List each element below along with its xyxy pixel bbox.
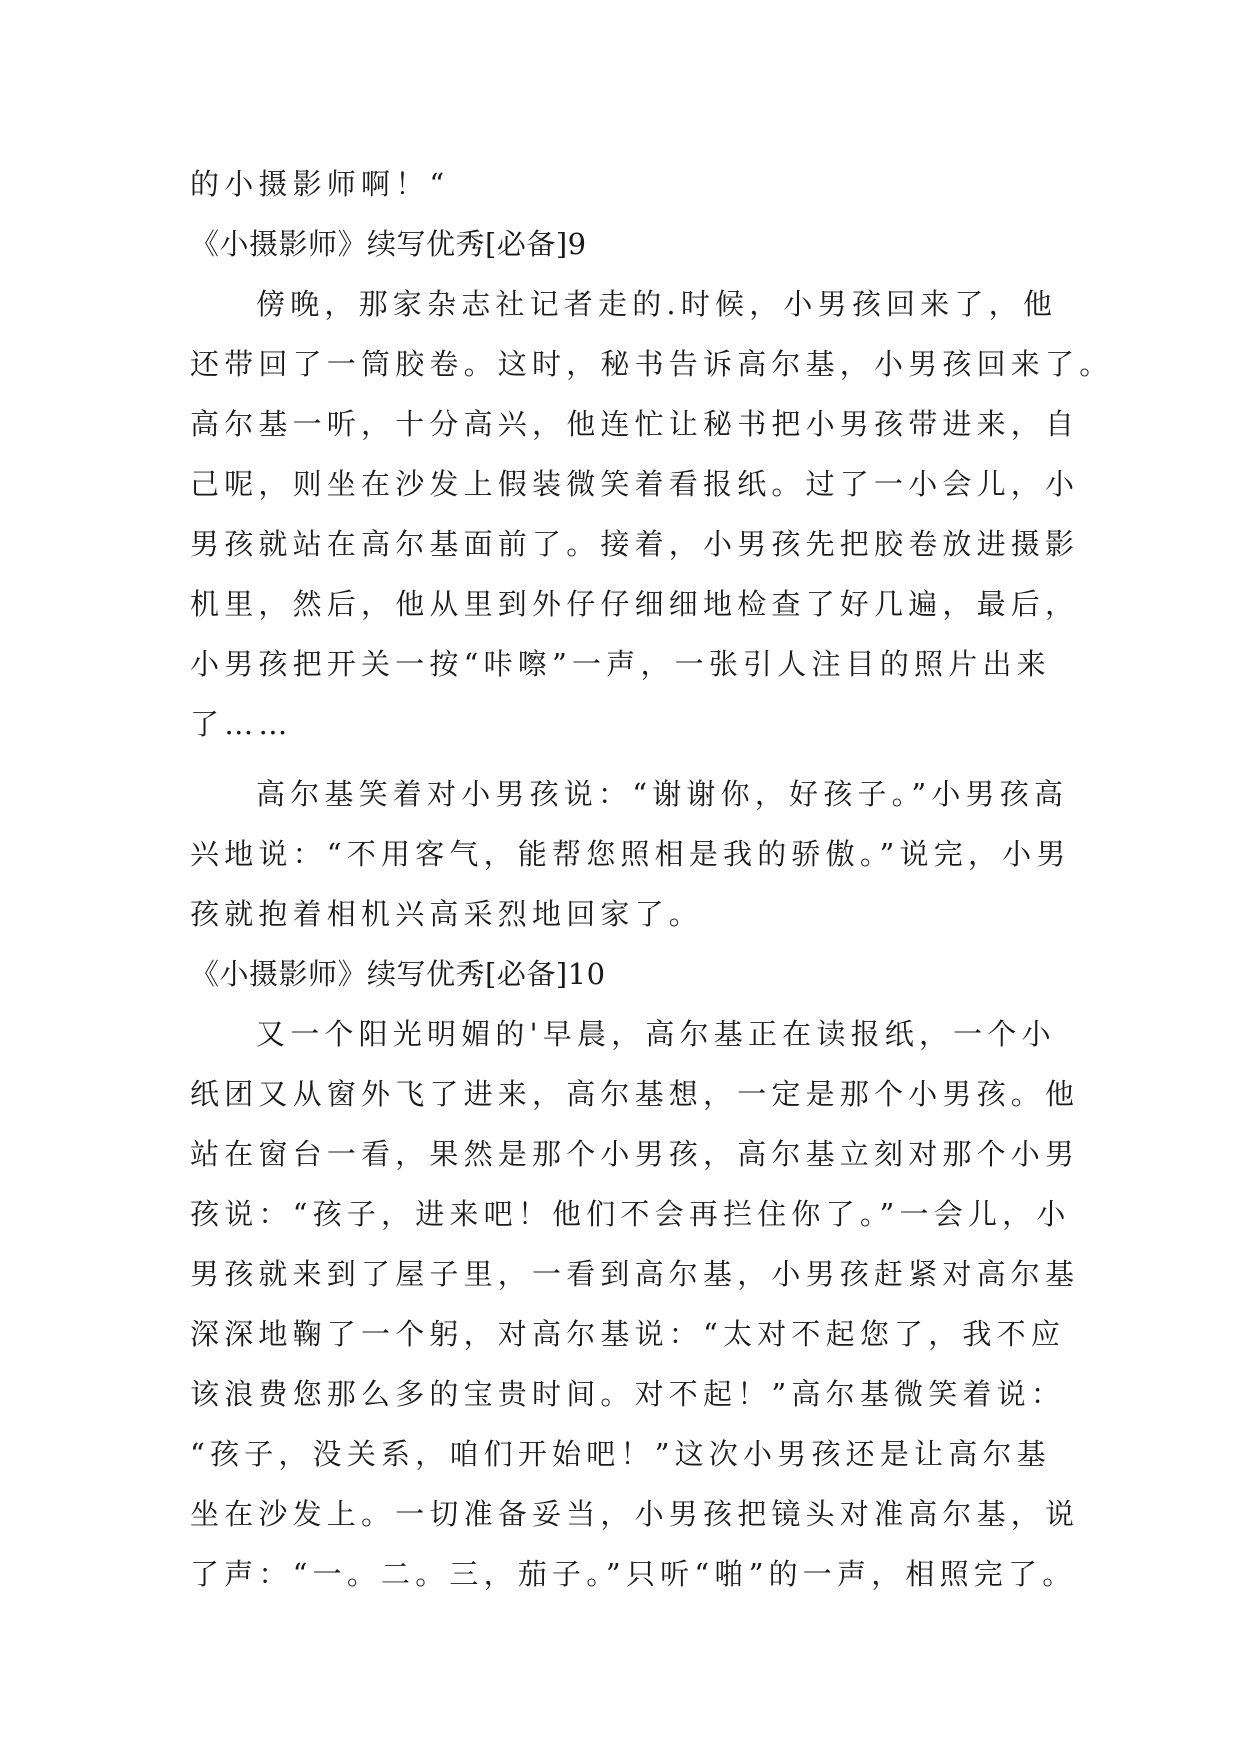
text-line: 兴地说：“不用客气，能帮您照相是我的骄傲。”说完，小男 xyxy=(190,837,1071,871)
text-line: 男孩就来到了屋子里，一看到高尔基，小男孩赶紧对高尔基 xyxy=(190,1257,1080,1291)
text-line: 小男孩把开关一按“咔嚓”一声，一张引人注目的照片出来 xyxy=(190,647,1051,681)
text-line: 孩就抱着相机兴高采烈地回家了。 xyxy=(190,897,704,931)
section-9-paragraph-2 xyxy=(190,764,1070,944)
text-line: 站在窗台一看，果然是那个小男孩，高尔基立刻对那个小男 xyxy=(190,1137,1080,1171)
text-line: 又一个阳光明媚的'早晨，高尔基正在读报纸，一个小 xyxy=(256,1017,1056,1051)
text-line: “孩子，没关系，咱们开始吧！”这次小男孩还是让高尔基 xyxy=(190,1437,1051,1471)
text-line: 该浪费您那么多的宝贵时间。对不起！”高尔基微笑着说： xyxy=(190,1377,1066,1411)
document-page xyxy=(190,154,1114,1604)
text-line: 己呢，则坐在沙发上假装微笑着看报纸。过了一小会儿，小 xyxy=(190,467,1080,501)
section-9-paragraph-1 xyxy=(190,274,1114,754)
text-line: 坐在沙发上。一切准备妥当，小男孩把镜头对准高尔基，说 xyxy=(190,1497,1080,1531)
text-line: 机里，然后，他从里到外仔仔细细地检查了好几遍，最后， xyxy=(190,587,1080,621)
text-line: 高尔基一听，十分高兴，他连忙让秘书把小男孩带进来，自 xyxy=(190,407,1080,441)
text-line: 了声：“一。二。三，茄子。”只听“啪”的一声，相照完了。 xyxy=(190,1557,1077,1591)
text-line: 男孩就站在高尔基面前了。接着，小男孩先把胶卷放进摄影 xyxy=(190,527,1080,561)
text-line: 深深地鞠了一个躬，对高尔基说：“太对不起您了，我不应 xyxy=(190,1317,1066,1351)
text-line: 孩说：“孩子，进来吧！他们不会再拦住你了。”一会儿，小 xyxy=(190,1197,1071,1231)
section-9-heading: 《小摄影师》续写优秀[必备]9 xyxy=(190,227,587,261)
text-line: 还带回了一筒胶卷。这时，秘书告诉高尔基，小男孩回来了。 xyxy=(190,347,1114,381)
text-line: 了…… xyxy=(190,707,293,741)
intro-line: 的小摄影师啊！“ xyxy=(190,167,450,201)
text-line: 高尔基笑着对小男孩说：“谢谢你，好孩子。”小男孩高 xyxy=(256,777,1069,811)
text-line: 纸团又从窗外飞了进来，高尔基想，一定是那个小男孩。他 xyxy=(190,1077,1080,1111)
text-line: 傍晚，那家杂志社记者走的.时候，小男孩回来了，他 xyxy=(256,287,1058,321)
section-10-paragraph-1 xyxy=(190,1004,1080,1604)
section-10-heading: 《小摄影师》续写优秀[必备]10 xyxy=(190,957,606,991)
